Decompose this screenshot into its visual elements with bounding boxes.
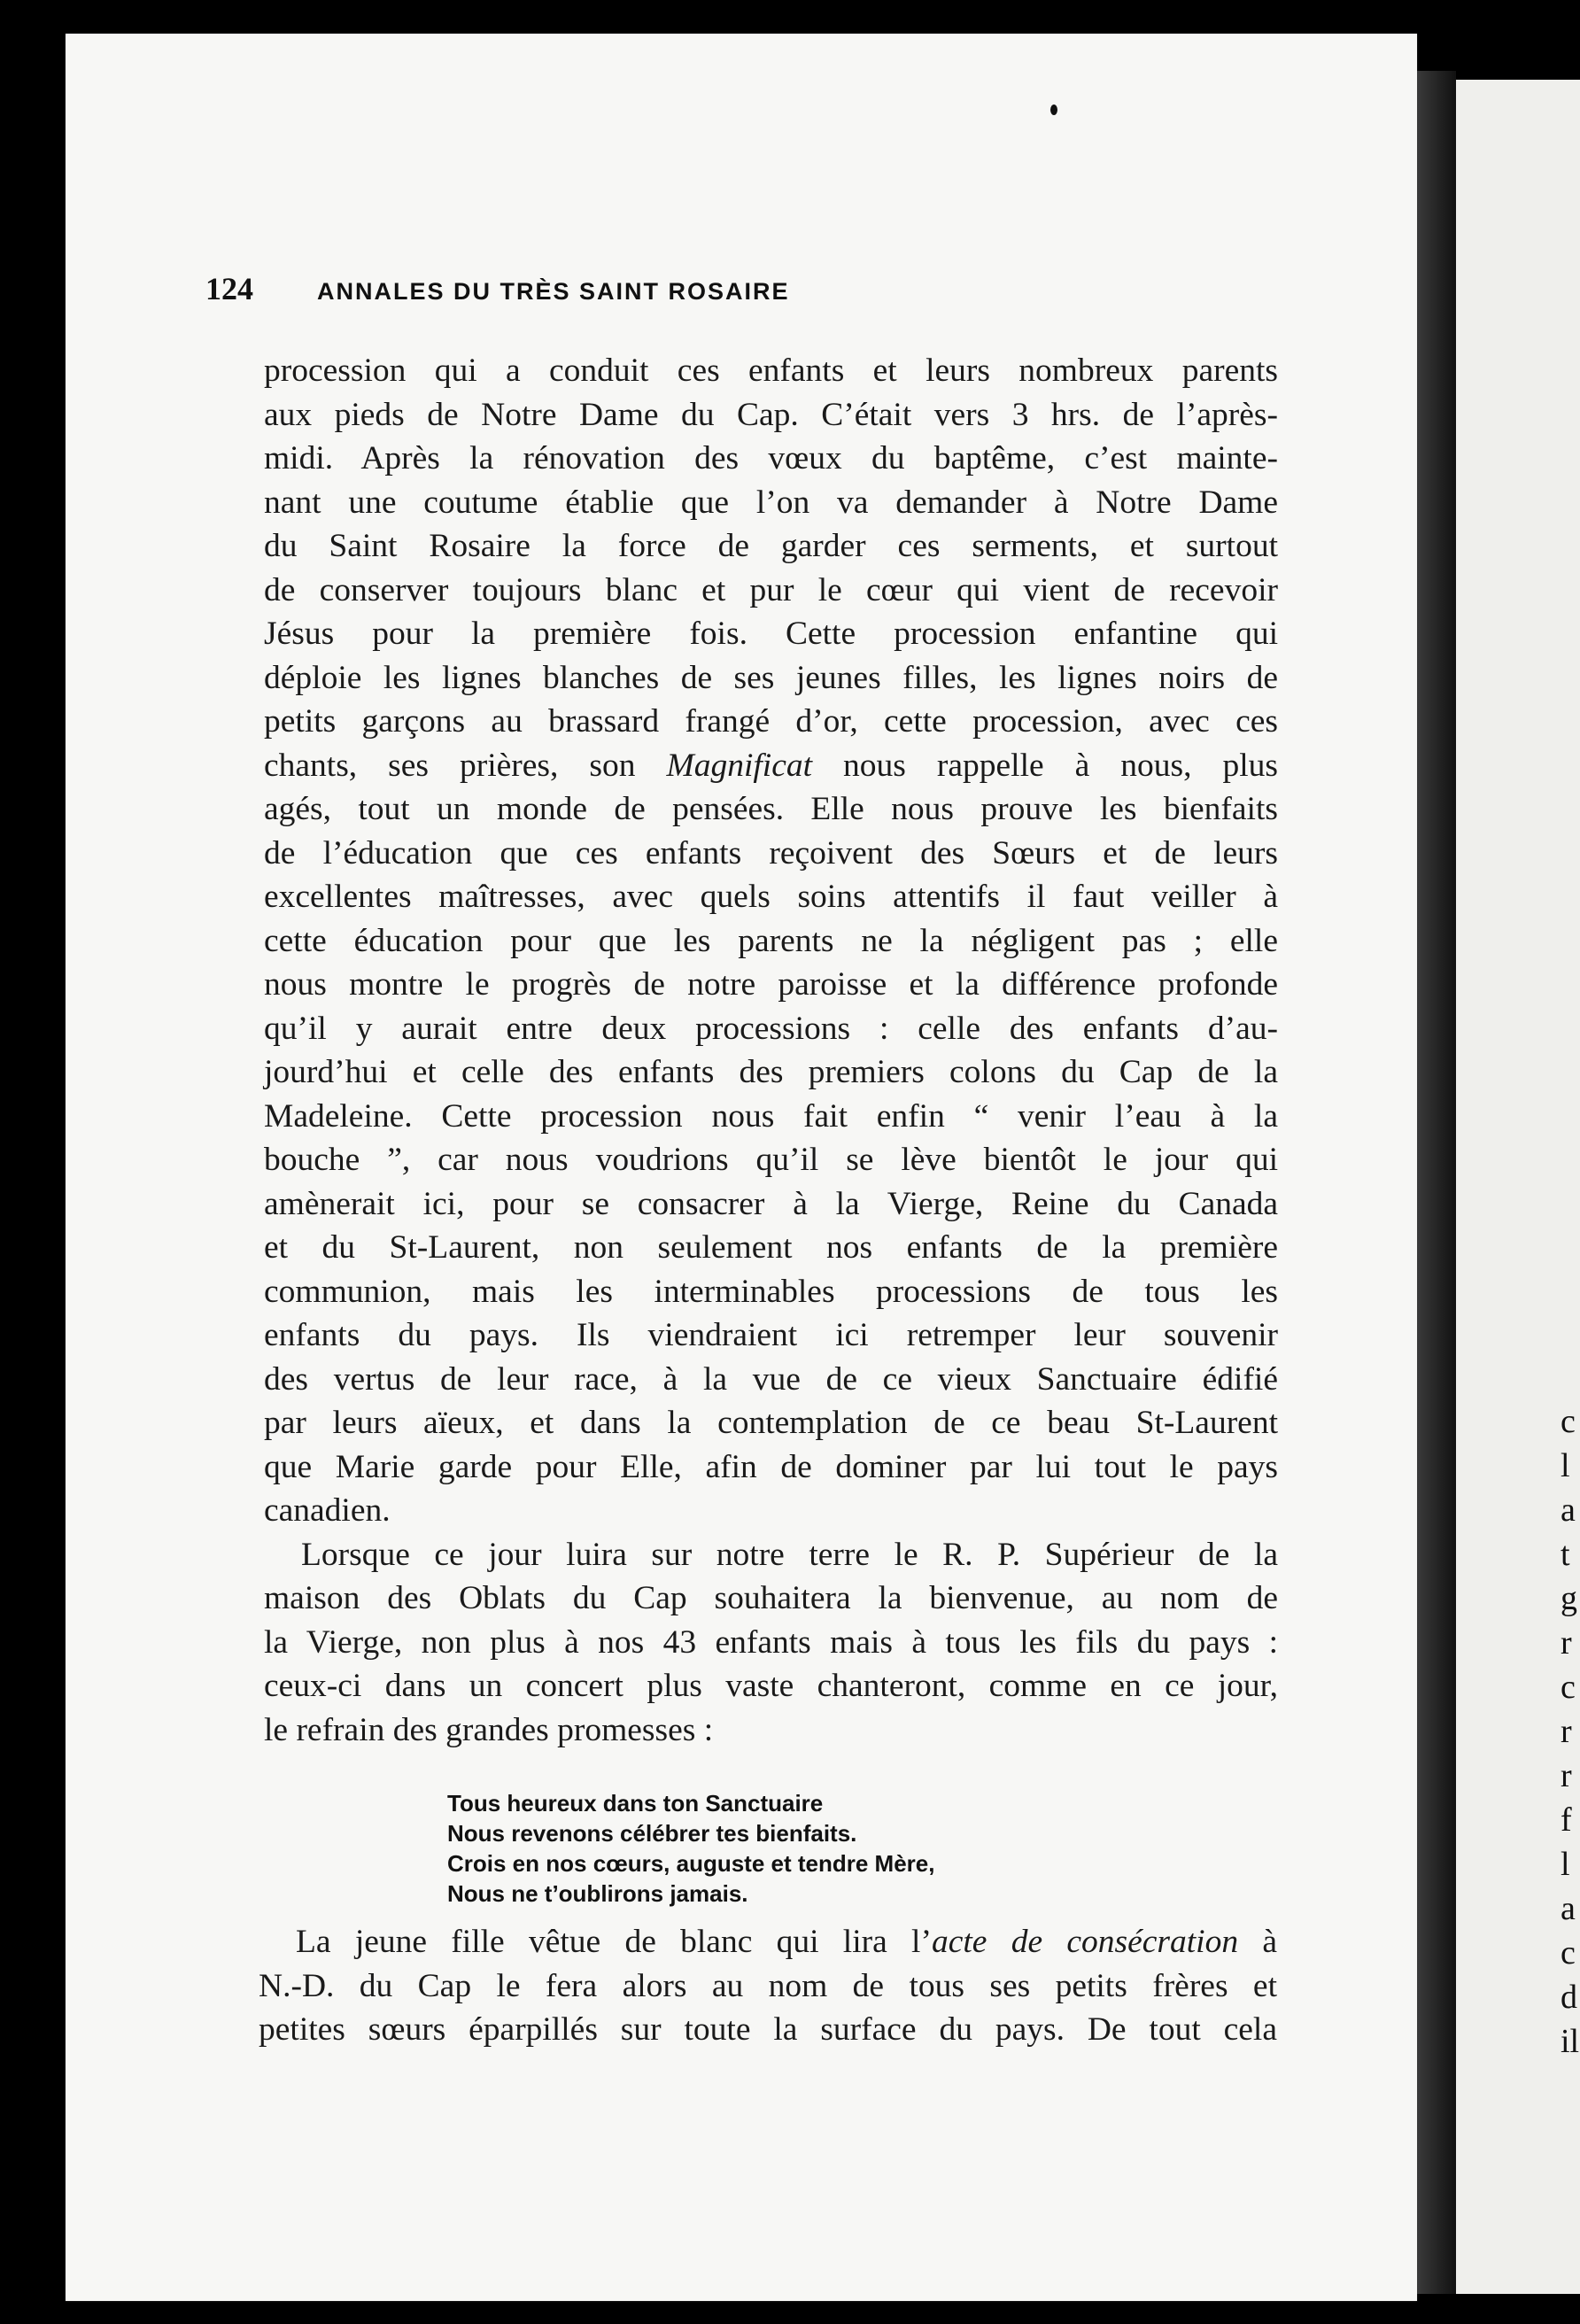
text-line: N.-D. du Cap le fera alors au nom de tous ses petits frères et xyxy=(259,1967,1277,2004)
page-header xyxy=(205,270,1091,307)
verse-line: Crois en nos cœurs, auguste et tendre Mère, xyxy=(447,1850,935,1877)
text-line: jourd’hui et celle des enfants des premiers colons du Cap de la xyxy=(264,1054,1278,1090)
text-line: enfants du pays. Ils viendraient ici retremper leur souvenir xyxy=(264,1317,1278,1353)
book-gutter-shadow xyxy=(1417,71,1456,2294)
edge-letter: t xyxy=(1561,1536,1570,1573)
text-line: Madeleine. Cette procession nous fait enfin “ venir l’eau à la xyxy=(264,1097,1278,1135)
edge-letter: c xyxy=(1561,1669,1576,1706)
edge-letter: l xyxy=(1561,1846,1570,1883)
text-line: ceux-ci dans un concert plus vaste chanteront, comme en ce jour, xyxy=(264,1668,1278,1704)
text-line: des vertus de leur race, à la vue de ce vieux Sanctuaire édifié xyxy=(264,1360,1278,1398)
text-line: communion, mais les interminables processions de tous les xyxy=(264,1273,1278,1310)
text-line: qu’il y aurait entre deux processions : celle des enfants d’au- xyxy=(264,1010,1278,1047)
text-line: de conserver toujours blanc et pur le cœur qui vient de recevoir xyxy=(264,571,1278,608)
running-title: ANNALES DU TRÈS SAINT ROSAIRE xyxy=(317,278,790,305)
verse-quote xyxy=(447,1788,934,1909)
text-line: amènerait ici, pour se consacrer à la Vierge, Reine du Canada xyxy=(264,1185,1278,1222)
text-line: Jésus pour la première fois. Cette procession enfantine qui xyxy=(264,616,1278,652)
text-line: nant une coutume établie que l’on va demander à Notre Dame xyxy=(264,484,1278,521)
edge-letter: r xyxy=(1561,1757,1572,1794)
text-line: cette éducation pour que les parents ne la négligent pas ; elle xyxy=(264,922,1278,959)
edge-letter: f xyxy=(1561,1801,1572,1839)
edge-letter: l xyxy=(1561,1447,1570,1484)
edge-letter: a xyxy=(1561,1890,1576,1927)
verse-line: Nous ne t’oublirons jamais. xyxy=(447,1880,748,1907)
text-line: aux pieds de Notre Dame du Cap. C’était vers 3 hrs. de l’après- xyxy=(264,396,1278,433)
body-text-continued xyxy=(259,1920,1277,2052)
body-text xyxy=(264,349,1278,1752)
text-line: et du St-Laurent, non seulement nos enfants de la première xyxy=(264,1229,1278,1266)
text-line: agés, tout un monde de pensées. Elle nous prouve les bienfaits xyxy=(264,791,1278,827)
facing-page-letters xyxy=(1561,1399,1580,2064)
text-line: la Vierge, non plus à nos 43 enfants mais à tous les fils du pays : xyxy=(264,1623,1278,1661)
page-number: 124 xyxy=(205,271,253,306)
edge-letter: g xyxy=(1561,1580,1577,1617)
edge-letter: a xyxy=(1561,1491,1576,1529)
text-line: procession qui a conduit ces enfants et leurs nombreux parents xyxy=(264,352,1278,389)
verse-line: Tous heureux dans ton Sanctuaire xyxy=(447,1790,824,1817)
edge-letter: c xyxy=(1561,1403,1576,1440)
text-line: chants, ses prières, son Magnificat nous rappelle à nous, plus xyxy=(264,747,1278,784)
edge-letter: c xyxy=(1561,1934,1576,1972)
text-line: La jeune fille vêtue de blanc qui lira l’acte de consécration à xyxy=(296,1924,1278,1960)
text-line: maison des Oblats du Cap souhaitera la bienvenue, au nom de xyxy=(264,1580,1278,1616)
edge-letter: il xyxy=(1561,2023,1580,2060)
text-line: bouche ”, car nous voudrions qu’il se lève bientôt le jour qui xyxy=(264,1142,1278,1178)
ink-speck xyxy=(1050,105,1057,115)
text-line: par leurs aïeux, et dans la contemplation de ce beau St-Laurent xyxy=(264,1405,1278,1441)
text-line: Lorsque ce jour luira sur notre terre le R. P. Supérieur de la xyxy=(301,1536,1278,1573)
text-line: nous montre le progrès de notre paroisse et la différence profonde xyxy=(264,966,1278,1003)
text-line: du Saint Rosaire la force de garder ces serments, et surtout xyxy=(264,528,1278,564)
text-line: que Marie garde pour Elle, afin de dominer par lui tout le pays xyxy=(264,1448,1278,1485)
text-line: excellentes maîtresses, avec quels soins attentifs il faut veiller à xyxy=(264,879,1278,915)
edge-letter: r xyxy=(1561,1624,1572,1662)
verse-line: Nous revenons célébrer tes bienfaits. xyxy=(447,1820,857,1847)
text-line: de l’éducation que ces enfants reçoivent des Sœurs et de leurs xyxy=(264,834,1278,872)
text-line: petites sœurs éparpillés sur toute la surface du pays. De tout cela xyxy=(259,2011,1277,2048)
edge-letter: r xyxy=(1561,1713,1572,1750)
text-line: midi. Après la rénovation des vœux du baptême, c’est mainte- xyxy=(264,440,1278,476)
text-line: petits garçons au brassard frangé d’or, cette procession, avec ces xyxy=(264,703,1278,740)
text-line: déploie les lignes blanches de ses jeunes filles, les lignes noirs de xyxy=(264,659,1278,696)
text-line: le refrain des grandes promesses : xyxy=(264,1711,714,1748)
text-line: canadien. xyxy=(264,1492,391,1529)
edge-letter: d xyxy=(1561,1979,1577,2016)
